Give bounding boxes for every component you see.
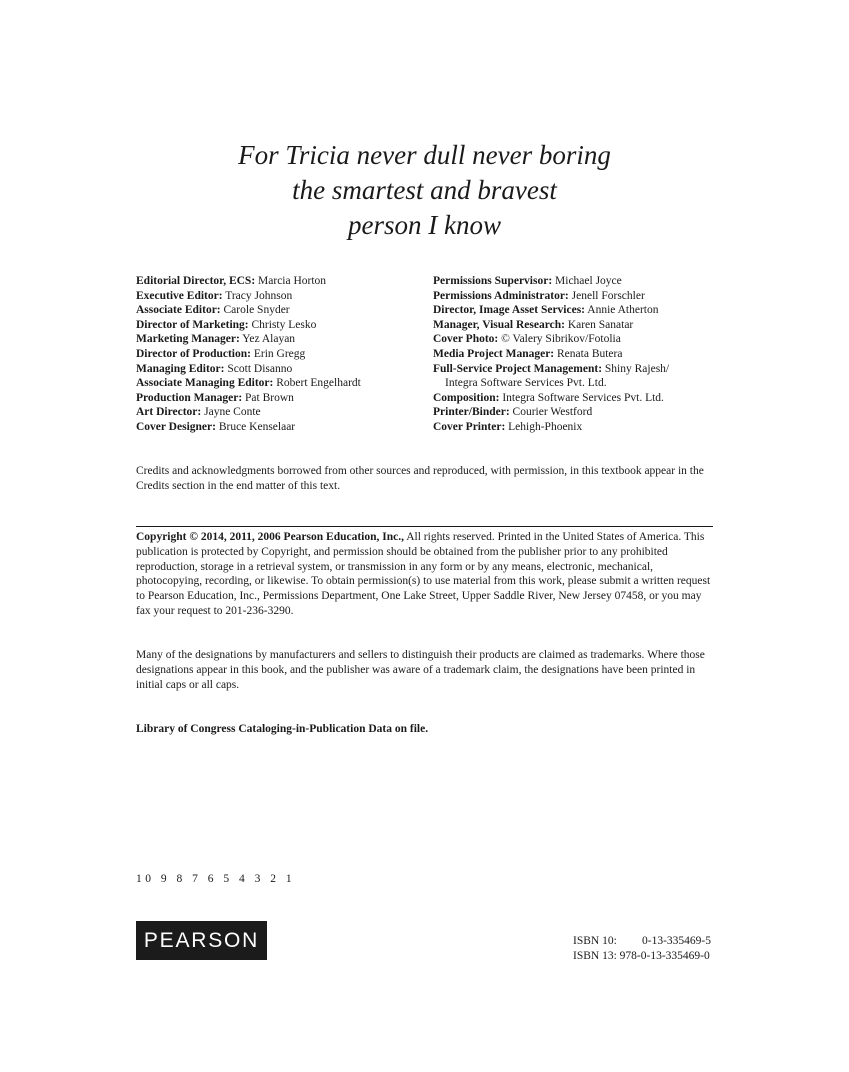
dedication-line-2: the smartest and bravest (292, 175, 557, 205)
acknowledgments-paragraph: Credits and acknowledgments borrowed from other sources and reproduced, with permission, in this textbook appear in the Credits section in the end matter of this text. (136, 465, 704, 492)
credit-row: Director, Image Asset Services: Annie Atherton (433, 304, 659, 317)
credits-left-column (136, 274, 361, 435)
credit-row: Cover Designer: Bruce Kenselaar (136, 420, 296, 433)
credits-right-column (433, 274, 669, 435)
credit-row-continuation: Integra Software Services Pvt. Ltd. (445, 377, 607, 390)
credit-row: Managing Editor: Scott Disanno (136, 362, 293, 375)
credit-row: Media Project Manager: Renata Butera (433, 347, 623, 360)
credit-row: Production Manager: Pat Brown (136, 391, 294, 404)
credit-row: Art Director: Jayne Conte (136, 406, 261, 419)
copyright-notice: Copyright © 2014, 2011, 2006 Pearson Education, Inc., (136, 531, 404, 543)
copyright-text: All rights reserved. Printed in the United States of America. This publication is protected by Copyright, and permission should be obtained from the publisher prior to any prohibited reproduction, storage in a retrieval system, or transmission in any form or by any means, electronic, mechanical, photocopying, recording, or likewise. To obtain permission(s) to use material from this work, please submit a written request to Pearson Education, Inc., Permissions Department, One Lake Street, Upper Saddle River, New Jersey 07458, or you may fax your request to 201-236-3290. (136, 531, 711, 617)
credit-row: Cover Photo: © Valery Sibrikov/Fotolia (433, 333, 621, 346)
credit-row: Executive Editor: Tracy Johnson (136, 289, 293, 302)
credit-row: Permissions Administrator: Jenell Forschler (433, 289, 645, 302)
credit-row: Composition: Integra Software Services Pvt. Ltd. (433, 391, 664, 404)
credit-row: Full-Service Project Management: Shiny Rajesh/ (433, 362, 670, 375)
dedication-line-3: person I know (348, 210, 501, 240)
credit-row: Marketing Manager: Yez Alayan (136, 333, 296, 346)
credit-row: Manager, Visual Research: Karen Sanatar (433, 318, 634, 331)
isbn-10: ISBN 10: 0-13-335469-5 (573, 935, 711, 947)
credit-row: Associate Editor: Carole Snyder (136, 304, 290, 317)
library-cataloging-note: Library of Congress Cataloging-in-Publication Data on file. (136, 723, 429, 735)
dedication (0, 138, 849, 243)
credit-row: Printer/Binder: Courier Westford (433, 406, 593, 419)
pearson-logo: PEARSON (136, 921, 267, 960)
print-line: 10 9 8 7 6 5 4 3 2 1 (136, 873, 296, 885)
divider (136, 526, 713, 527)
isbn-13: ISBN 13: 978-0-13-335469-0 (573, 949, 710, 962)
credit-row: Cover Printer: Lehigh-Phoenix (433, 420, 583, 433)
credit-row: Permissions Supervisor: Michael Joyce (433, 275, 622, 287)
credit-row: Director of Production: Erin Gregg (136, 347, 306, 360)
isbn-block (573, 934, 711, 963)
copyright-paragraph (136, 530, 714, 619)
trademarks-paragraph: Many of the designations by manufacturers and sellers to distinguish their products are claimed as trademarks. Where those designations appear in this book, and the publisher was aware of a trademark claim, the designations have been printed in initial caps or all caps. (136, 649, 705, 691)
credit-row: Director of Marketing: Christy Lesko (136, 318, 317, 331)
credit-row: Editorial Director, ECS: Marcia Horton (136, 275, 327, 287)
credit-row: Associate Managing Editor: Robert Engelhardt (136, 377, 361, 390)
dedication-line-1: For Tricia never dull never boring (238, 140, 611, 170)
